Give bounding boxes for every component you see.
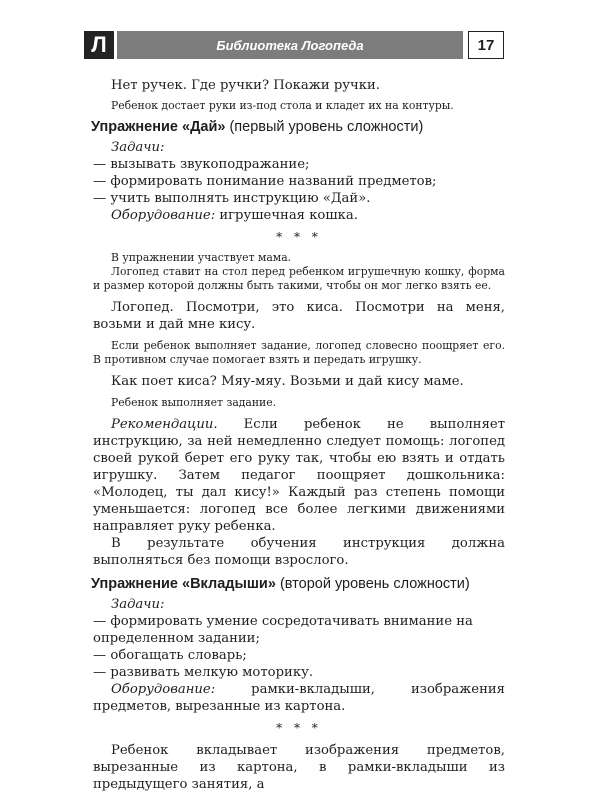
stage-direction: Ребенок достает руки из-под стола и кладет их на контуры. xyxy=(111,99,454,112)
task-item: — учить выполнять инструкцию «Дай». xyxy=(93,191,371,206)
dialogue-line: Нет ручек. Где ручки? Покажи ручки. xyxy=(111,78,381,93)
task-item: — формировать понимание названий предметов; xyxy=(93,174,437,189)
section-divider: * * * xyxy=(276,721,322,735)
equipment-line: Оборудование: игрушечная кошка. xyxy=(111,208,358,223)
exercise-level: (первый уровень сложности) xyxy=(225,119,424,135)
page-number: 17 xyxy=(468,31,504,59)
task-item: — вызывать звукоподражание; xyxy=(93,157,310,172)
tasks-label: Задачи: xyxy=(111,140,165,155)
stage-direction: В упражнении участвует мама. xyxy=(111,251,292,264)
tasks-label: Задачи: xyxy=(111,597,165,612)
stage-direction: Если ребенок выполняет задание, логопед словесно поощряет его. В противном случае помогает взять и передать игрушку. xyxy=(93,339,505,366)
task-item: — развивать мелкую моторику. xyxy=(93,665,314,680)
body-paragraph: Ребенок вкладывает изображения предметов, вырезанные из картона, в рамки-вкладыши из предыдущего занятия, а xyxy=(93,743,505,792)
exercise-heading xyxy=(91,575,505,593)
recommendations-paragraph: Рекомендации. Если ребенок не выполняет инструкцию, за ней немедленно следует помощь: логопед своей рукой берет его руку так, чтобы ею взять и отдать игрушку. Затем педагог поощряет дошкольника: «Молодец, ты дал кису!» Каждый раз степень помощи уменьшается: логопед все более легкими движениями направляет руку ребенка. xyxy=(93,417,505,534)
stage-direction: Ребенок выполняет задание. xyxy=(111,396,277,409)
dialogue-line: Как поет киса? Мяу-мяу. Возьми и дай кису маме. xyxy=(111,374,464,389)
page-header xyxy=(84,31,504,59)
task-item: — формировать умение сосредотачивать внимание на определенном задании; xyxy=(93,614,473,646)
equipment-line: Оборудование: рамки-вкладыши, изображения предметов, вырезанные из картона. xyxy=(93,682,505,714)
section-divider: * * * xyxy=(276,230,322,244)
exercise-level: (второй уровень сложности) xyxy=(275,576,470,592)
exercise-title: Упражнение «Вкладыши» xyxy=(91,576,276,592)
dialogue-line: Логопед. Посмотри, это киса. Посмотри на меня, возьми и дай мне кису. xyxy=(93,300,505,332)
body-paragraph: В результате обучения инструкция должна выполняться без помощи взрослого. xyxy=(93,536,505,568)
exercise-heading xyxy=(91,118,505,136)
page-body xyxy=(93,77,505,793)
running-title: Библиотека Логопеда xyxy=(117,31,463,59)
stage-direction: Логопед ставит на стол перед ребенком игрушечную кошку, форма и размер которой должны быть такими, чтобы он мог легко взять ее. xyxy=(93,265,505,292)
exercise-title: Упражнение «Дай» xyxy=(91,119,226,135)
series-logo: Л xyxy=(84,31,114,59)
task-item: — обогащать словарь; xyxy=(93,648,247,663)
